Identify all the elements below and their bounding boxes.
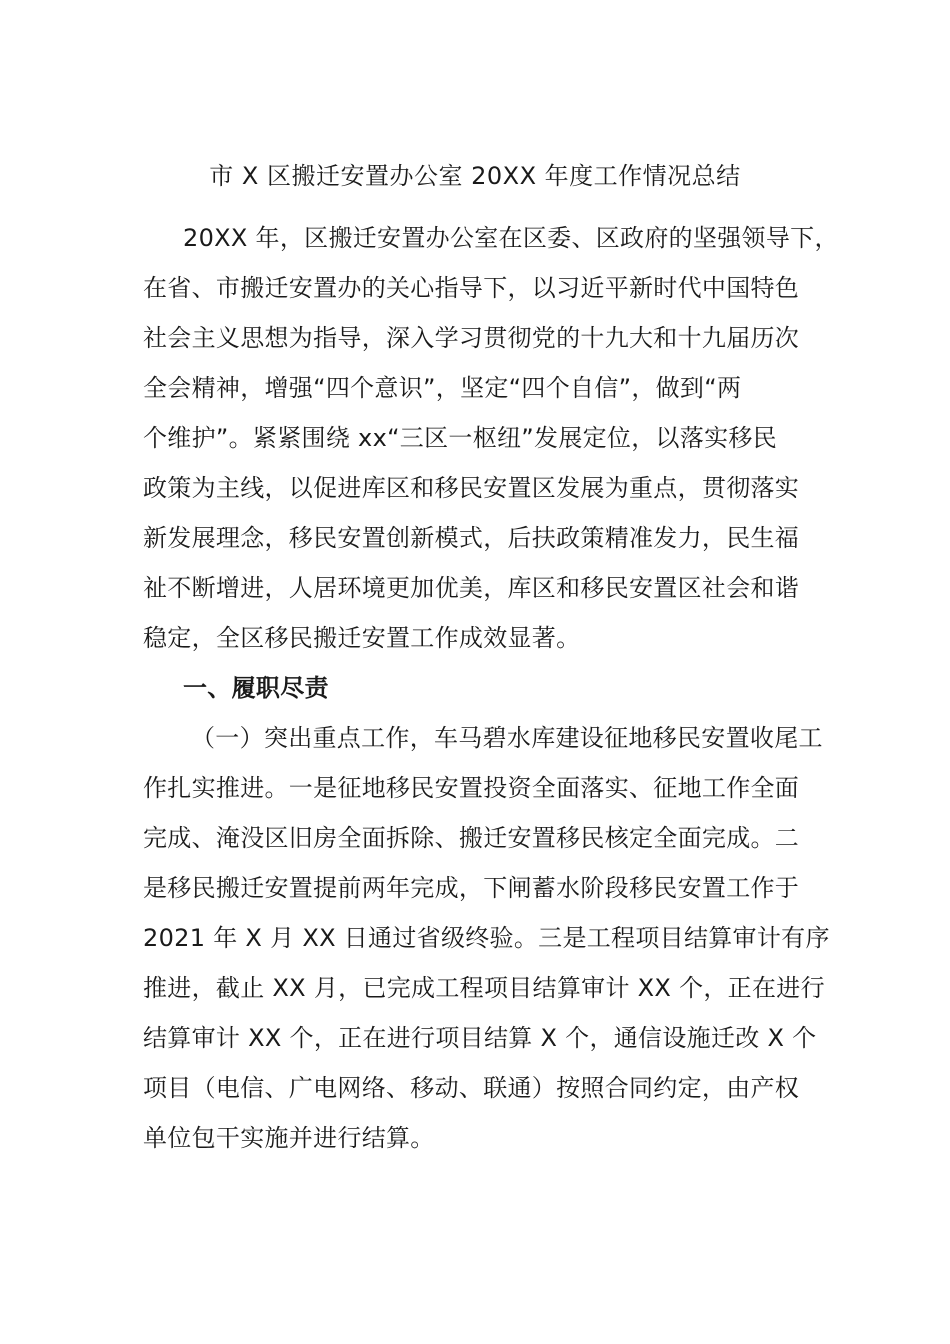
section-heading: 一、履职尽责 [183,674,329,702]
text-line: 单位包干实施并进行结算。 [143,1124,435,1152]
paragraph-intro [143,213,839,663]
text-line: 20XX 年，区搬迁安置办公室在区委、区政府的坚强领导下， [183,224,839,252]
text-line: 项目（电信、广电网络、移动、联通）按照合同约定，由产权 [143,1074,800,1102]
text-line: 稳定，全区移民搬迁安置工作成效显著。 [143,624,581,652]
text-line: （一）突出重点工作，车马碧水库建设征地移民安置收尾工 [191,724,823,752]
document-title: 市 X 区搬迁安置办公室 20XX 年度工作情况总结 [209,162,741,190]
text-line: 推进，截止 XX 月，已完成工程项目结算审计 XX 个，正在进行 [143,974,825,1002]
text-line: 是移民搬迁安置提前两年完成，下闸蓄水阶段移民安置工作于 [143,874,800,902]
text-line: 新发展理念，移民安置创新模式，后扶政策精准发力，民生福 [143,524,800,552]
text-line: 全会精神，增强“四个意识”，坚定“四个自信”，做到“两 [143,374,742,402]
paragraph-section-1 [143,713,830,1163]
text-line: 政策为主线，以促进库区和移民安置区发展为重点，贯彻落实 [143,474,800,502]
text-line: 个维护”。紧紧围绕 xx“三区一枢纽”发展定位，以落实移民 [143,424,778,452]
text-line: 在省、市搬迁安置办的关心指导下，以习近平新时代中国特色 [143,274,800,302]
text-line: 社会主义思想为指导，深入学习贯彻党的十九大和十九届历次 [143,324,800,352]
text-line: 祉不断增进，人居环境更加优美，库区和移民安置区社会和谐 [143,574,800,602]
text-line: 结算审计 XX 个，正在进行项目结算 X 个，通信设施迁改 X 个 [143,1024,817,1052]
text-line: 2021 年 X 月 XX 日通过省级终验。三是工程项目结算审计有序 [143,924,830,952]
text-line: 作扎实推进。一是征地移民安置投资全面落实、征地工作全面 [143,774,800,802]
document-body [143,213,839,1163]
text-line: 完成、淹没区旧房全面拆除、搬迁安置移民核定全面完成。二 [143,824,800,852]
